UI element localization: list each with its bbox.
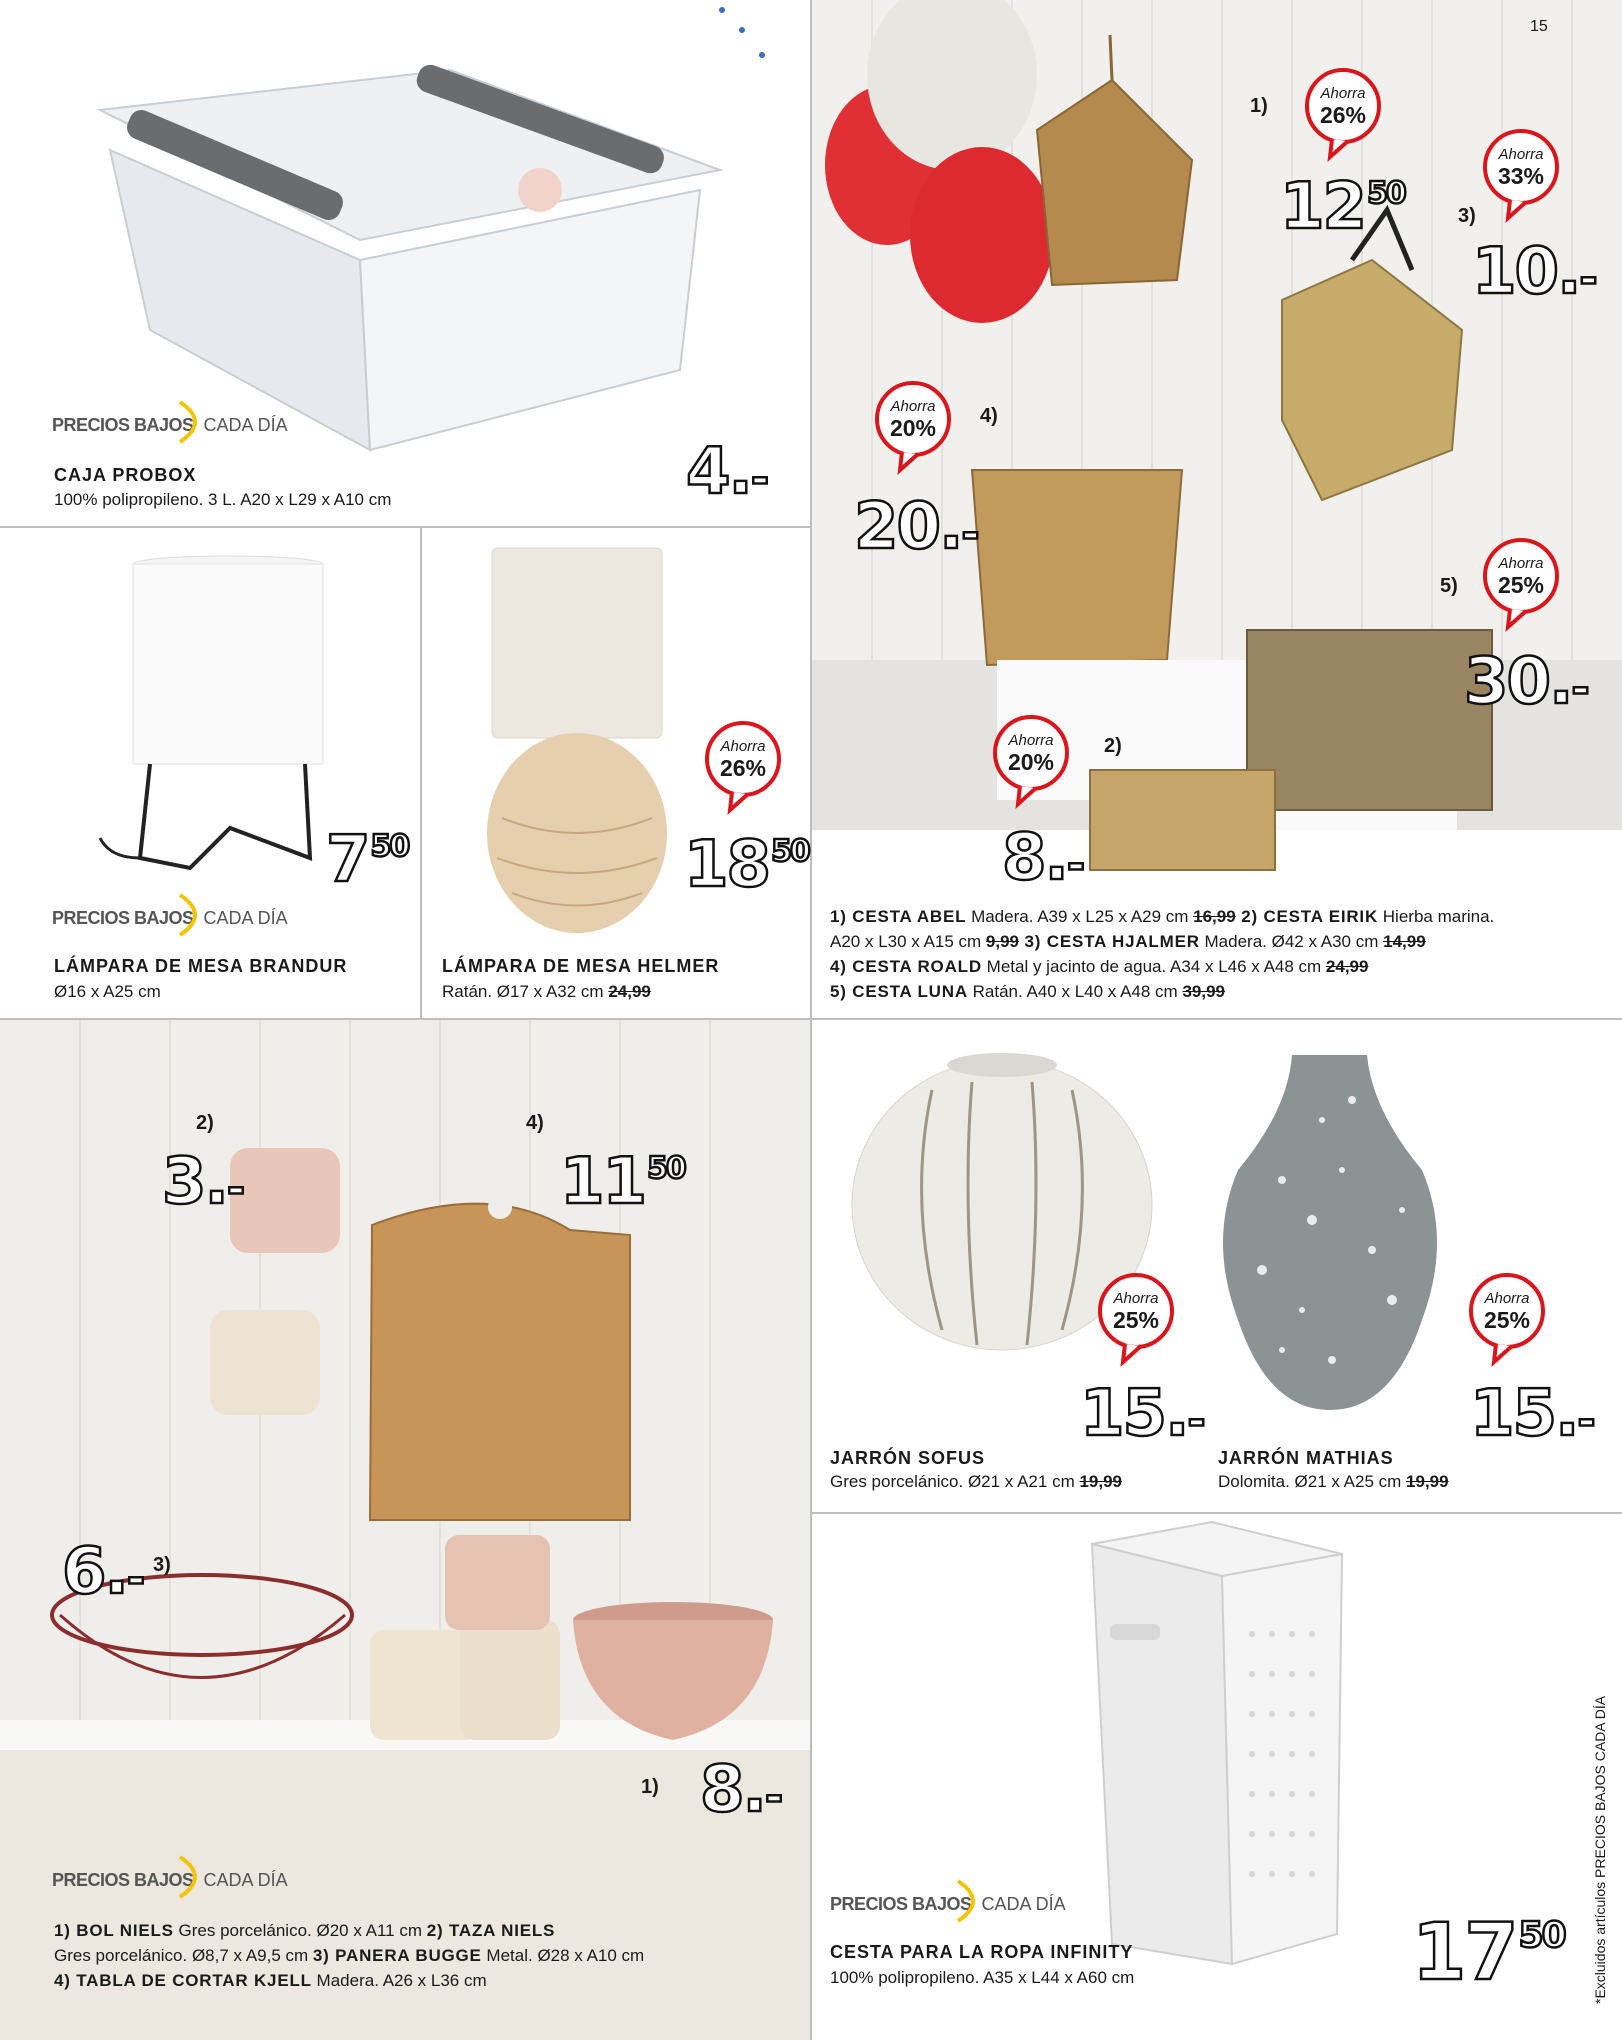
basket-4-price: 20.- [854,490,978,564]
helmer-discount-badge: Ahorra 26% [702,718,784,800]
basket-2-number: 2) [1104,735,1122,757]
helmer-old-price: 24,99 [608,982,651,1001]
sofus-desc: Gres porcelánico. Ø21 x A21 cm 19,99 [830,1472,1123,1491]
brandur-desc: Ø16 x A25 cm [54,982,161,1001]
mathias-panel [1202,1020,1622,1512]
probox-title: CAJA PROBOX [54,465,197,485]
brand-tag: PRECIOS BAJOS CADA DÍA [830,1884,1066,1924]
brand-tag: PRECIOS BAJOS CADA DÍA [52,405,288,445]
mathias-old-price: 19,99 [1406,1472,1449,1491]
sofus-price: 15.- [1080,1377,1204,1451]
kitchen-1-number: 1) [641,1776,659,1798]
probox-desc: 100% polipropileno. 3 L. A20 x L29 x A10 cm [54,490,392,509]
basket-2-discount-badge: Ahorra 20% [990,712,1072,794]
probox-price: 4.- [686,435,768,509]
basket-1-discount-badge: Ahorra 26% [1302,65,1384,147]
basket-4-discount-badge: Ahorra 20% [872,378,954,460]
brand-tag: PRECIOS BAJOS CADA DÍA [52,898,288,938]
brandur-title: LÁMPARA DE MESA BRANDUR [54,956,348,976]
infinity-price: 1750 [1412,1908,1565,1998]
basket-3-discount-badge: Ahorra 33% [1480,126,1562,208]
basket-2-price: 8.- [1002,821,1084,895]
infinity-desc: 100% polipropileno. A35 x L44 x A60 cm [830,1968,1135,1987]
kitchen-panel [0,1020,810,2040]
basket-4-number: 4) [980,405,998,427]
basket-1-number: 1) [1250,95,1268,117]
mathias-discount-badge: Ahorra 25% [1466,1270,1548,1352]
brand-arc-icon [950,1876,990,1926]
infinity-panel [812,1514,1622,2040]
probox-panel [0,0,810,526]
brandur-price: 750 [326,823,409,897]
brandur-panel [0,528,420,1018]
helmer-desc: Ratán. Ø17 x A32 cm 24,99 [442,982,651,1001]
mathias-price: 15.- [1470,1377,1594,1451]
basket-3-price: 10.- [1472,235,1596,309]
kitchen-4-number: 4) [526,1112,544,1134]
infinity-title: CESTA PARA LA ROPA INFINITY [830,1942,1134,1962]
basket-5-discount-badge: Ahorra 25% [1480,535,1562,617]
baskets-panel [812,0,1622,1018]
brand-arc-icon [172,397,212,447]
exclusions-note: *Excluidos artículos PRECIOS BAJOS CADA DÍA [1592,1695,1608,2004]
kitchen-3-price: 6.- [62,1535,144,1609]
kitchen-description: 1) BOL NIELS Gres porcelánico. Ø20 x A11 cm 2) TAZA NIELS Gres porcelánico. Ø8,7 x A9,5 cm 3) PANERA BUGGE Metal. Ø28 x A10 cm 4) TABLA DE CORTAR KJELL Madera. A26 x L36 cm [54,1921,645,1990]
sofus-discount-badge: Ahorra 25% [1095,1270,1177,1352]
mathias-title: JARRÓN MATHIAS [1218,1448,1394,1468]
brand-tag: PRECIOS BAJOS CADA DÍA [52,1860,288,1900]
page-number: 15 [1530,18,1548,35]
basket-1-price: 1250 [1280,170,1405,244]
baskets-description: 1) CESTA ABEL Madera. A39 x L25 x A29 cm 16,99 2) CESTA EIRIK Hierba marina. A20 x L30 x A15 cm 9,99 3) CESTA HJALMER Madera. Ø42 x A30 cm 14,99 4) CESTA ROALD Metal y jacinto de agua. A34 x L46 x A48 cm 24,99 5) CESTA LUNA Ratán. A40 x L40 x A48 cm 39,99 [830,907,1495,1001]
kitchen-4-price: 1150 [560,1145,685,1219]
kitchen-2-number: 2) [196,1112,214,1134]
helmer-title: LÁMPARA DE MESA HELMER [442,956,720,976]
kitchen-2-price: 3.- [162,1145,244,1219]
brand-arc-icon [172,890,212,940]
basket-5-price: 30.- [1464,645,1588,719]
basket-5-number: 5) [1440,575,1458,597]
helmer-price: 1850 [684,828,809,902]
helmer-panel [422,528,810,1018]
sofus-panel [812,1020,1202,1512]
sofus-old-price: 19,99 [1079,1472,1123,1491]
brand-arc-icon [172,1852,212,1902]
sofus-title: JARRÓN SOFUS [830,1448,986,1468]
mathias-desc: Dolomita. Ø21 x A25 cm 19,99 [1218,1472,1449,1491]
brandur-lamp-image [0,528,420,1018]
kitchen-1-price: 8.- [700,1753,782,1827]
basket-3-number: 3) [1458,205,1476,227]
kitchen-3-number: 3) [153,1554,171,1576]
